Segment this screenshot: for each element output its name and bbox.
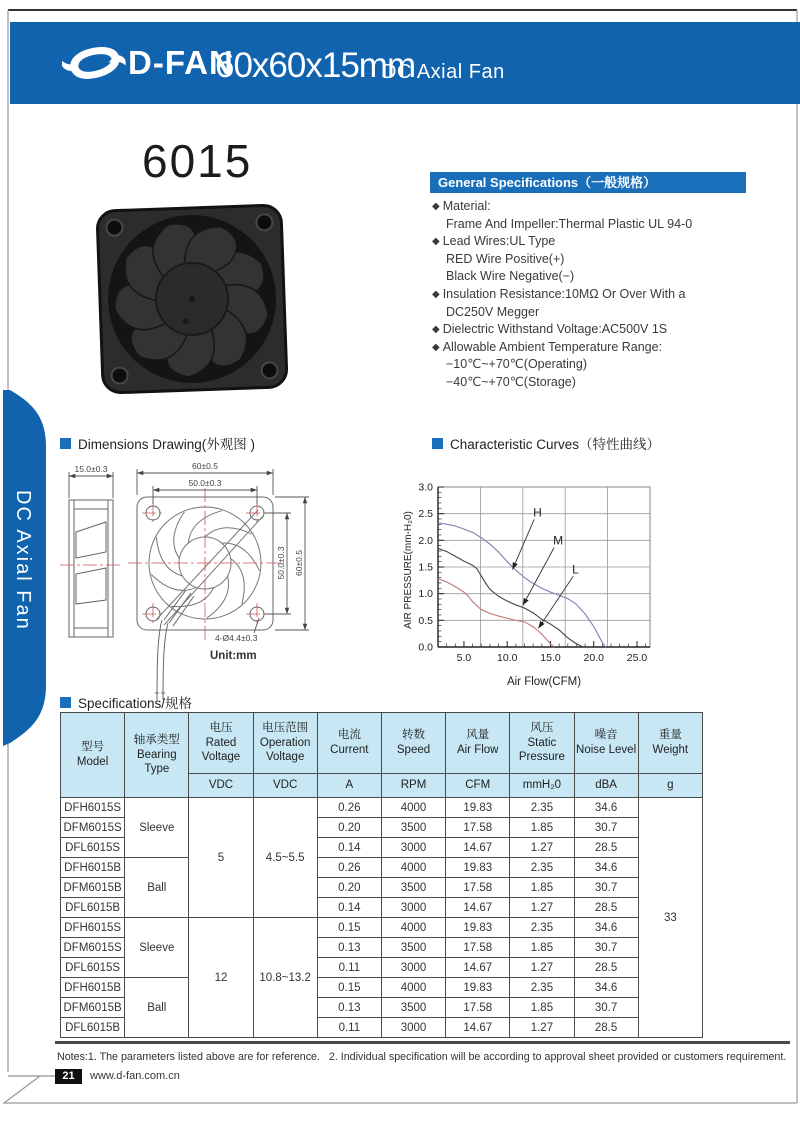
blue-square-icon — [60, 697, 71, 708]
cell-airflow: 14.67 — [446, 958, 510, 978]
drawing-blade — [174, 512, 185, 559]
cell-pressure: 1.85 — [510, 938, 574, 958]
page-title: 60x60x15mm — [215, 46, 416, 85]
column-header: 风压 Static Pressure — [510, 713, 574, 774]
general-specs-header: General Specifications（一般规格） — [430, 172, 746, 193]
divider-rule — [55, 1041, 790, 1044]
diamond-bullet-icon: ◆ — [432, 236, 440, 248]
specifications-table — [60, 712, 703, 1038]
curve-label-H: H — [533, 505, 542, 520]
cell-model: DFH6015S — [61, 918, 125, 938]
cell-pressure: 2.35 — [510, 978, 574, 998]
cell-speed: 3000 — [381, 958, 445, 978]
cell-model: DFL6015S — [61, 838, 125, 858]
cell-current: 0.20 — [317, 878, 381, 898]
y-tick-label: 1.0 — [418, 588, 433, 601]
cell-airflow: 17.58 — [446, 998, 510, 1018]
table-row — [61, 798, 703, 818]
spec-line: ◆ Lead Wires:UL Type — [432, 234, 556, 249]
cell-weight: 33 — [638, 798, 702, 1038]
cell-model: DFM6015S — [61, 938, 125, 958]
header-band — [10, 22, 800, 104]
cell-model: DFH6015B — [61, 858, 125, 878]
y-tick-label: 0.5 — [418, 614, 433, 627]
cell-current: 0.15 — [317, 978, 381, 998]
column-header: 重量 Weight — [638, 713, 702, 774]
characteristic-curves-chart — [398, 458, 698, 698]
spec-line: DC250V Megger — [446, 304, 540, 319]
cell-airflow: 19.83 — [446, 978, 510, 998]
dim-hole-pitch-v: 50.0±0.3 — [276, 546, 286, 580]
cell-model: DFM6015S — [61, 818, 125, 838]
cell-bearing: Ball — [125, 858, 189, 918]
cell-airflow: 19.83 — [446, 918, 510, 938]
column-header: 电压 Rated Voltage — [189, 713, 253, 774]
cell-current: 0.11 — [317, 958, 381, 978]
specs-section-title: Specifications/规格 — [60, 692, 192, 712]
dfan-logo-icon — [62, 40, 126, 86]
drawing-blade — [151, 574, 196, 590]
y-tick-label: 3.0 — [418, 481, 433, 494]
cell-current: 0.13 — [317, 998, 381, 1018]
y-tick-label: 2.0 — [418, 534, 433, 547]
x-tick-label: 20.0 — [583, 652, 604, 664]
cell-rated-voltage: 5 — [189, 798, 253, 918]
cell-speed: 4000 — [381, 858, 445, 878]
cell-speed: 3000 — [381, 838, 445, 858]
table-row — [61, 978, 703, 998]
model-number: 6015 — [142, 135, 253, 187]
y-tick-label: 1.5 — [418, 561, 433, 574]
logo-text: D-FAN — [128, 44, 234, 81]
cell-model: DFM6015B — [61, 998, 125, 1018]
cell-speed: 4000 — [381, 918, 445, 938]
cell-airflow: 14.67 — [446, 1018, 510, 1038]
cell-airflow: 17.58 — [446, 818, 510, 838]
drawing-blade — [222, 543, 260, 571]
column-unit: VDC — [189, 774, 253, 798]
column-unit: CFM — [446, 774, 510, 798]
spec-line: RED Wire Positive(+) — [446, 251, 565, 266]
dim-height: 60±0.5 — [294, 550, 304, 576]
cell-current: 0.14 — [317, 898, 381, 918]
curve-L — [438, 579, 554, 647]
diamond-bullet-icon: ◆ — [432, 324, 440, 336]
cell-noise: 34.6 — [574, 918, 638, 938]
cell-airflow: 19.83 — [446, 798, 510, 818]
cell-rated-voltage: 12 — [189, 918, 253, 1038]
dim-width: 60±0.5 — [192, 461, 218, 471]
cell-airflow: 17.58 — [446, 938, 510, 958]
cell-pressure: 2.35 — [510, 858, 574, 878]
cell-speed: 3500 — [381, 878, 445, 898]
chart-x-axis-label: Air Flow(CFM) — [506, 676, 582, 688]
spec-line: ◆ Insulation Resistance:10MΩ Or Over With a — [432, 286, 686, 301]
cell-bearing: Sleeve — [125, 798, 189, 858]
spec-line: ◆ Dielectric Withstand Voltage:AC500V 1S — [432, 322, 668, 337]
cell-bearing: Ball — [125, 978, 189, 1038]
column-unit: mmH₂0 — [510, 774, 574, 798]
cell-noise: 30.7 — [574, 938, 638, 958]
cell-airflow: 14.67 — [446, 838, 510, 858]
x-tick-label: 15.0 — [540, 652, 561, 664]
curve-label-M: M — [553, 533, 564, 548]
cell-operation-voltage: 10.8~13.2 — [253, 918, 317, 1038]
cell-noise: 34.6 — [574, 978, 638, 998]
cell-speed: 3500 — [381, 998, 445, 1018]
cell-current: 0.20 — [317, 818, 381, 838]
y-tick-label: 2.5 — [418, 508, 433, 521]
diamond-bullet-icon: ◆ — [432, 201, 440, 212]
column-unit: A — [317, 774, 381, 798]
cell-operation-voltage: 4.5~5.5 — [253, 798, 317, 918]
curve-label-L: L — [572, 562, 579, 577]
cell-airflow: 19.83 — [446, 858, 510, 878]
cell-noise: 28.5 — [574, 838, 638, 858]
dim-hole-pitch-h: 50.0±0.3 — [188, 478, 222, 488]
fan-photo — [92, 198, 292, 398]
spec-line: Black Wire Negative(−) — [446, 269, 575, 284]
column-unit: g — [638, 774, 702, 798]
cell-noise: 30.7 — [574, 818, 638, 838]
curves-section-title: Characteristic Curves（特性曲线） — [432, 433, 660, 453]
sidebar-tab — [0, 388, 52, 748]
spec-line: −40℃~+70℃(Storage) — [446, 374, 576, 389]
table-row — [61, 918, 703, 938]
cell-noise: 28.5 — [574, 898, 638, 918]
cell-noise: 30.7 — [574, 878, 638, 898]
cell-speed: 3000 — [381, 898, 445, 918]
table-row — [61, 858, 703, 878]
sidebar-tab-label: DC Axial Fan — [12, 490, 34, 631]
cell-model: DFL6015B — [61, 898, 125, 918]
column-header: 风量 Air Flow — [446, 713, 510, 774]
x-tick-label: 5.0 — [456, 652, 472, 664]
specs-table-head — [61, 713, 703, 798]
column-unit: dBA — [574, 774, 638, 798]
cell-noise: 34.6 — [574, 798, 638, 818]
page-subtitle: DC Axial Fan — [382, 61, 505, 83]
cell-model: DFM6015B — [61, 878, 125, 898]
cell-model: DFL6015S — [61, 958, 125, 978]
dim-unit-label: Unit:mm — [210, 650, 257, 662]
cell-speed: 4000 — [381, 798, 445, 818]
cell-noise: 30.7 — [574, 998, 638, 1018]
website-text: www.d-fan.com.cn — [90, 1070, 180, 1082]
dim-thickness: 15.0±0.3 — [74, 464, 108, 474]
drawing-blade — [207, 576, 229, 618]
column-header: 电压范围 Operation Voltage — [253, 713, 317, 774]
column-header: 噪音 Noise Level — [574, 713, 638, 774]
column-header: 型号 Model — [61, 713, 125, 798]
dimensions-drawing — [58, 452, 348, 718]
cell-speed: 3500 — [381, 818, 445, 838]
spec-line: ◆ Material: — [432, 199, 491, 213]
column-header: 转数 Speed — [381, 713, 445, 774]
brand — [62, 22, 234, 104]
cell-pressure: 2.35 — [510, 798, 574, 818]
curve-H — [438, 523, 606, 647]
curve-M — [438, 548, 583, 647]
cell-pressure: 1.27 — [510, 898, 574, 918]
cell-bearing: Sleeve — [125, 918, 189, 978]
spec-line: ◆ Allowable Ambient Temperature Range: — [432, 339, 663, 354]
cell-model: DFH6015S — [61, 798, 125, 818]
curve-label-arrow — [523, 548, 554, 606]
cell-model: DFH6015B — [61, 978, 125, 998]
blue-square-icon — [432, 438, 443, 449]
cell-pressure: 1.27 — [510, 838, 574, 858]
cell-pressure: 2.35 — [510, 918, 574, 938]
cell-current: 0.26 — [317, 858, 381, 878]
cell-speed: 4000 — [381, 978, 445, 998]
cell-noise: 34.6 — [574, 858, 638, 878]
diamond-bullet-icon: ◆ — [432, 288, 440, 300]
cell-pressure: 1.85 — [510, 998, 574, 1018]
cell-noise: 28.5 — [574, 1018, 638, 1038]
cell-current: 0.13 — [317, 938, 381, 958]
cell-current: 0.11 — [317, 1018, 381, 1038]
cell-noise: 28.5 — [574, 958, 638, 978]
page-number-badge: 21 — [55, 1069, 82, 1084]
x-tick-label: 10.0 — [497, 652, 518, 664]
column-unit: VDC — [253, 774, 317, 798]
column-unit: RPM — [381, 774, 445, 798]
cell-airflow: 17.58 — [446, 878, 510, 898]
dim-hole-note: 4-Ø4.4±0.3 — [215, 633, 258, 643]
cell-airflow: 14.67 — [446, 898, 510, 918]
cell-model: DFL6015B — [61, 1018, 125, 1038]
cell-current: 0.26 — [317, 798, 381, 818]
cell-speed: 3500 — [381, 938, 445, 958]
curve-label-arrow — [512, 519, 534, 569]
column-header: 轴承类型 Bearing Type — [125, 713, 189, 798]
cell-current: 0.15 — [317, 918, 381, 938]
spec-line: −10℃~+70℃(Operating) — [446, 357, 588, 372]
column-header: 电流 Current — [317, 713, 381, 774]
cell-pressure: 1.27 — [510, 1018, 574, 1038]
cell-pressure: 1.85 — [510, 878, 574, 898]
y-tick-label: 0.0 — [418, 641, 433, 654]
chart-y-axis-label: AIR PRESSURE(mm-H₂0) — [403, 511, 414, 629]
general-specs-list — [432, 198, 762, 392]
blue-square-icon — [60, 438, 71, 449]
diamond-bullet-icon: ◆ — [432, 341, 440, 353]
dimensions-section-title: Dimensions Drawing(外观图 ) — [60, 433, 255, 453]
cell-current: 0.14 — [317, 838, 381, 858]
cell-pressure: 1.85 — [510, 818, 574, 838]
cell-speed: 3000 — [381, 1018, 445, 1038]
x-tick-label: 25.0 — [626, 652, 648, 664]
drawing-blade — [231, 559, 245, 604]
spec-line: Frame And Impeller:Thermal Plastic UL 94-0 — [446, 216, 693, 231]
cell-pressure: 1.27 — [510, 958, 574, 978]
notes-text: Notes:1. The parameters listed above are for reference. 2. Individual specification will be according to approval sheet provided or customers requirement. — [57, 1051, 787, 1063]
